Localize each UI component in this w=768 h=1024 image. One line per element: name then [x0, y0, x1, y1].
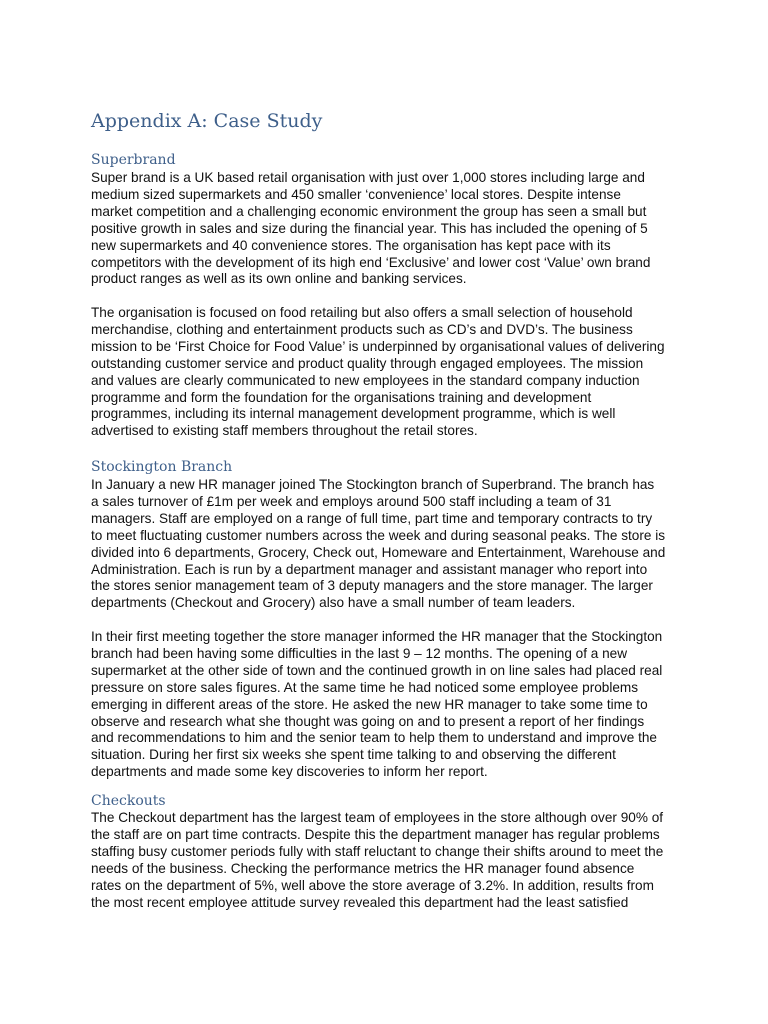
text-line: and recommendations to him and the senior team to help them to understand and improve the [91, 730, 657, 746]
text-line: supermarket at the other side of town and the continued growth in on line sales had placed real [91, 662, 663, 678]
text-line: In their first meeting together the store manager informed the HR manager that the Stockington [91, 629, 663, 644]
text-line: advertised to existing staff members throughout the retail stores. [91, 423, 478, 439]
text-line: The Checkout department has the largest team of employees in the store although over 90% of [91, 810, 664, 825]
text-line: Super brand is a UK based retail organisation with just over 1,000 stores including large and [91, 170, 645, 185]
text-line: departments (Checkout and Grocery) also have a small number of team leaders. [91, 595, 576, 611]
text-line: The organisation is focused on food retailing but also offers a small selection of household [91, 305, 633, 320]
text-line: departments and made some key discoveries to inform her report. [91, 764, 488, 780]
text-line: medium sized supermarkets and 450 smaller ‘convenience’ local stores. Despite intense [91, 186, 621, 202]
text-line: market competition and a challenging economic environment the group has seen a small but [91, 203, 647, 219]
paragraph [91, 305, 691, 440]
text-line: the staff are on part time contracts. Despite this the department manager has regular problems [91, 826, 660, 842]
text-line: divided into 6 departments, Grocery, Check out, Homeware and Entertainment, Warehouse and [91, 544, 666, 560]
text-line: managers. Staff are employed on a range of full time, part time and temporary contracts to try [91, 510, 653, 526]
text-line: outstanding customer service and product quality through engaged employees. The mission [91, 355, 644, 371]
paragraph [91, 810, 691, 911]
paragraph [91, 477, 691, 612]
text-line: mission to be ‘First Choice for Food Value’ is underpinned by organisational values of delivering [91, 338, 665, 354]
section-heading-checkouts: Checkouts [91, 793, 166, 809]
text-line: the most recent employee attitude survey revealed this department had the least satisfied [91, 894, 629, 910]
paragraph [91, 629, 691, 781]
text-line: merchandise, clothing and entertainment products such as CD’s and DVD’s. The business [91, 321, 633, 337]
text-line: pressure on store sales figures. At the same time he had noticed some employee problems [91, 679, 639, 695]
text-line: emerging in different areas of the store. He asked the new HR manager to take some time to [91, 696, 648, 712]
text-line: to meet fluctuating customer numbers across the week and during seasonal peaks. The store is [91, 527, 666, 543]
text-line: and values are clearly communicated to new employees in the standard company induction [91, 372, 640, 388]
text-line: Administration. Each is run by a department manager and assistant manager who report into [91, 561, 648, 577]
text-line: rates on the department of 5%, well above the store average of 3.2%. In addition, results from [91, 877, 654, 893]
text-line: programme and form the foundation for the organisations training and development [91, 389, 592, 405]
text-line: In January a new HR manager joined The Stockington branch of Superbrand. The branch has [91, 477, 655, 492]
text-line: a sales turnover of £1m per week and employs around 500 staff including a team of 31 [91, 493, 612, 509]
document-title: Appendix A: Case Study [91, 110, 323, 132]
text-line: positive growth in sales and size during the financial year. This has included the opening of 5 [91, 220, 648, 236]
text-line: programmes, including its internal management development programme, which is well [91, 406, 616, 422]
text-line: staffing busy customer periods fully with staff reluctant to change their shifts around to meet the [91, 843, 664, 859]
text-line: competitors with the development of its high end ‘Exclusive’ and lower cost ‘Value’ own brand [91, 254, 651, 270]
paragraph [91, 170, 691, 288]
text-line: the stores senior management team of 3 deputy managers and the store manager. The larger [91, 578, 653, 594]
text-line: new supermarkets and 40 convenience stores. The organisation has kept pace with its [91, 237, 611, 253]
section-heading-superbrand: Superbrand [91, 152, 176, 168]
text-line: observe and research what she thought was going on and to present a report of her findings [91, 713, 645, 729]
text-line: needs of the business. Checking the performance metrics the HR manager found absence [91, 860, 635, 876]
text-line: situation. During her first six weeks she spent time talking to and observing the different [91, 747, 616, 763]
text-line: product ranges as well as its own online and banking services. [91, 271, 467, 287]
section-heading-stockington-branch: Stockington Branch [91, 459, 233, 475]
text-line: branch had been having some difficulties in the last 9 – 12 months. The opening of a new [91, 645, 628, 661]
